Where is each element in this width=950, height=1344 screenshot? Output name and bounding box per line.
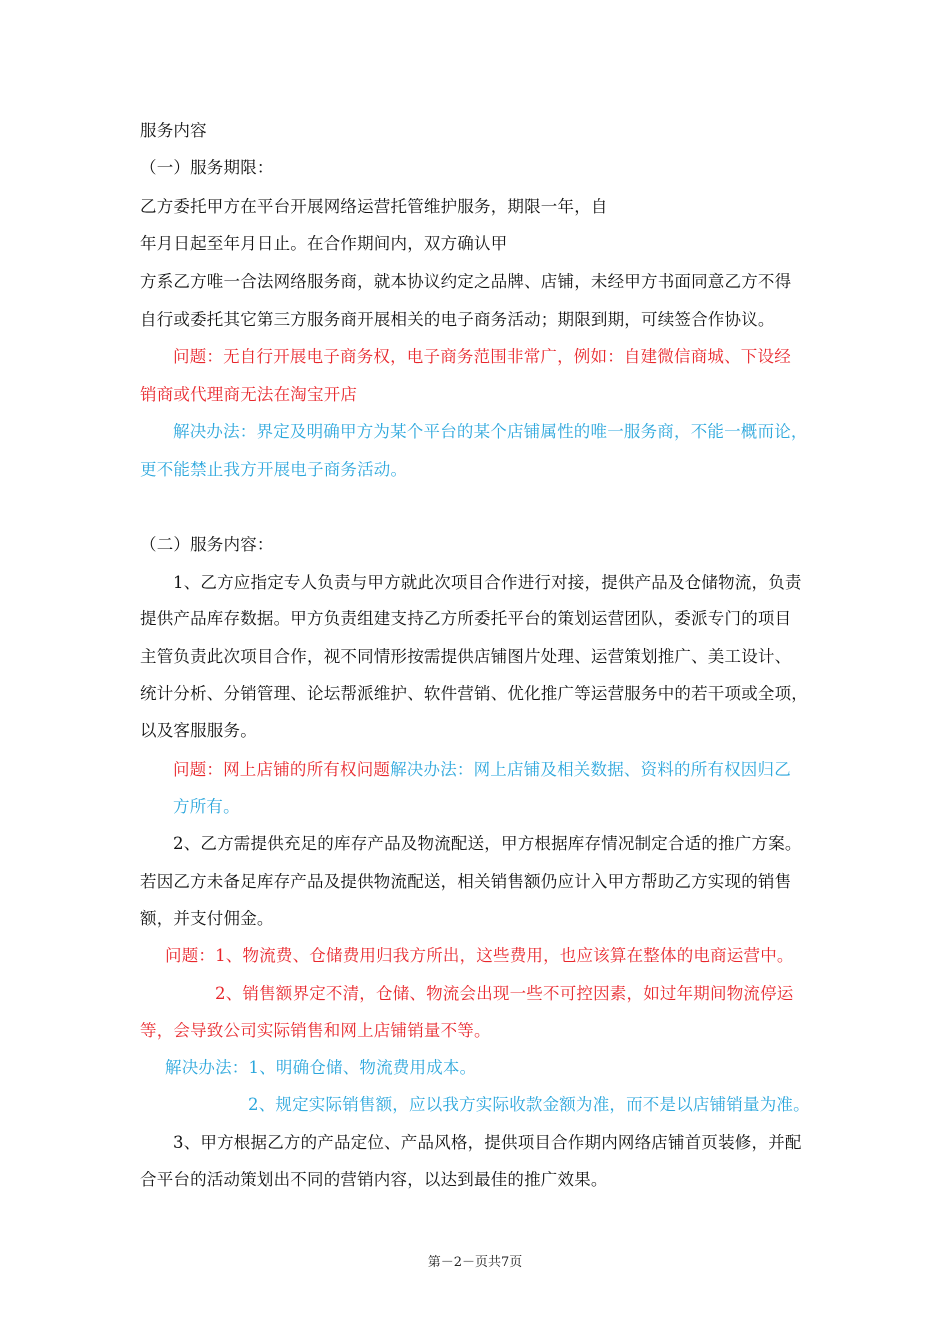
item3-line: 3、甲方根据乙方的产品定位、产品风格，提供项目合作期内网络店铺首页装修，并配 [173,1133,802,1152]
section1-line: 年月日起至年月日止。在合作期间内，双方确认甲 [140,234,508,253]
item2-solution-line: 2、规定实际销售额，应以我方实际收款金额为准，而不是以店铺销量为准。 [248,1095,810,1114]
section1-issue-line: 销商或代理商无法在淘宝开店 [140,385,358,404]
item2-solution-line: 解决办法：1、明确仓储、物流费用成本。 [165,1058,477,1077]
item3-line: 合平台的活动策划出不同的营销内容，以达到最佳的推广效果。 [140,1170,608,1189]
section1-line: 自行或委托其它第三方服务商开展相关的电子商务活动；期限到期，可续签合作协议。 [140,310,775,329]
item2-line: 若因乙方未备足库存产品及提供物流配送，相关销售额仍应计入甲方帮助乙方实现的销售 [140,872,792,891]
section1-issue-line: 问题：无自行开展电子商务权，电子商务范围非常广，例如：自建微信商城、下设经 [173,347,791,366]
item1-line: 1、乙方应指定专人负责与甲方就此次项目合作进行对接，提供产品及仓储物流，负责 [173,573,802,592]
item2-issue-line: 问题：1、物流费、仓储费用归我方所出，这些费用，也应该算在整体的电商运营中。 [165,946,794,965]
page-heading: 服务内容 [140,121,207,140]
section1-line: 方系乙方唯一合法网络服务商，就本协议约定之品牌、店铺，未经甲方书面同意乙方不得 [140,272,792,291]
item1-solution-line: 方所有。 [173,797,240,816]
page-footer: 第－2－页共7页 [427,1255,523,1270]
item2-line: 额，并支付佣金。 [140,909,274,928]
item1-issue: 问题：网上店铺的所有权问题 [173,760,391,779]
item1-line: 统计分析、分销管理、论坛帮派维护、软件营销、优化推广等运营服务中的若干项或全项， [140,684,808,703]
item1-line: 主管负责此次项目合作，视不同情形按需提供店铺图片处理、运营策划推广、美工设计、 [140,647,792,666]
section1-title: （一）服务期限： [140,158,274,177]
item2-issue-line: 等，会导致公司实际销售和网上店铺销量不等。 [140,1021,491,1040]
section1-line: 乙方委托甲方在平台开展网络运营托管维护服务，期限一年，自 [140,197,608,216]
section2-title: （二）服务内容： [140,535,274,554]
item1-solution: 解决办法：网上店铺及相关数据、资料的所有权因归乙 [390,760,791,779]
item1-line: 以及客服服务。 [140,721,257,740]
item2-line: 2、乙方需提供充足的库存产品及物流配送，甲方根据库存情况制定合适的推广方案。 [173,834,802,853]
item1-line: 提供产品库存数据。甲方负责组建支持乙方所委托平台的策划运营团队，委派专门的项目 [140,609,792,628]
item2-issue-line: 2、销售额界定不清，仓储、物流会出现一些不可控因素，如过年期间物流停运 [215,984,794,1003]
item1-issue-solution-line [173,759,791,781]
section1-solution-line: 解决办法：界定及明确甲方为某个平台的某个店铺属性的唯一服务商，不能一概而论， [173,422,808,441]
section1-solution-line: 更不能禁止我方开展电子商务活动。 [140,460,408,479]
